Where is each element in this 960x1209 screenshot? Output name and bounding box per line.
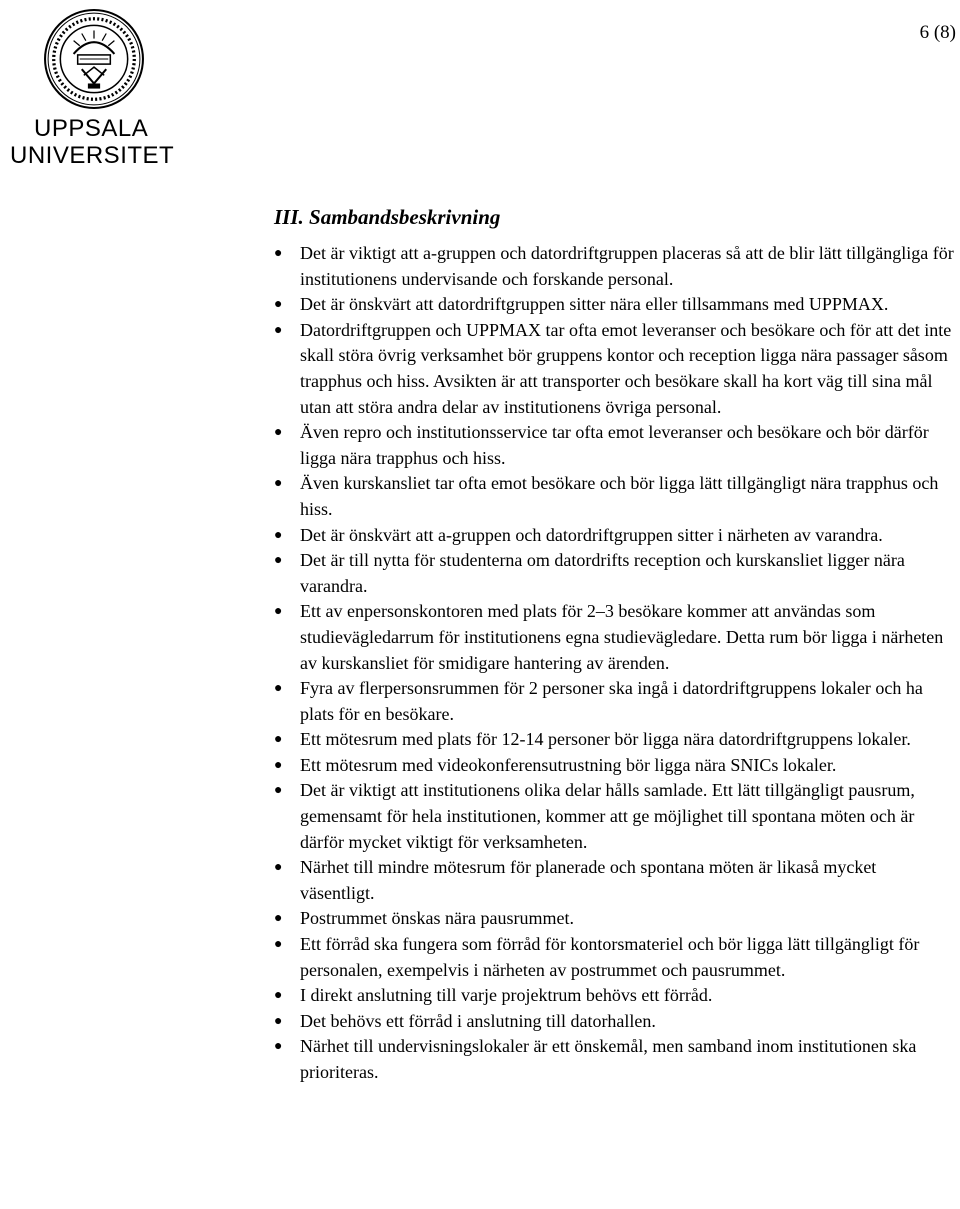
page-number: 6 (8) <box>919 22 956 43</box>
bullet-icon: ● <box>274 732 283 748</box>
bullet-icon: ● <box>274 246 283 261</box>
bullet-icon: ● <box>274 425 283 441</box>
bullet-icon: ● <box>274 1013 283 1029</box>
list-item <box>274 292 954 318</box>
document-body <box>274 205 954 1086</box>
bullet-icon: ● <box>274 681 283 697</box>
list-item <box>274 318 954 420</box>
list-item-text: Postrummet önskas nära pausrummet. <box>300 908 574 929</box>
requirements-list <box>274 241 954 1086</box>
list-item <box>274 906 954 932</box>
list-item-text: Även kurskansliet tar ofta emot besökare och bör ligga lätt tillgängligt nära trapphus och hiss. <box>300 473 939 519</box>
list-item <box>274 778 954 855</box>
list-item <box>274 855 954 906</box>
list-item <box>274 1009 954 1035</box>
bullet-icon: ● <box>274 911 283 927</box>
bullet-icon: ● <box>274 860 283 876</box>
uppsala-university-seal-icon <box>43 8 145 110</box>
bullet-icon: ● <box>274 1039 283 1055</box>
list-item-text: Ett förråd ska fungera som förråd för kontorsmateriel och bör ligga lätt tillgängligt för personalen, exempelvis i närheten av postrummet och pausrummet. <box>300 934 920 980</box>
bullet-icon: ● <box>274 783 283 799</box>
bullet-icon: ● <box>274 604 283 620</box>
wordmark-line-1: UPPSALA <box>34 115 149 142</box>
list-item <box>274 727 954 753</box>
bullet-icon: ● <box>274 757 283 773</box>
list-item-text: Datordriftgruppen och UPPMAX tar ofta emot leveranser och besökare och för att det inte skall störa övrig verksamhet bör gruppens kontor och reception ligga nära passager såsom trapphus och hiss. Avsikten är att transporter och besökare skall ha kort väg till sina mål utan att störa andra delar av institutionens övriga personal. <box>300 319 952 417</box>
list-item <box>274 983 954 1009</box>
list-item-text: Även repro och institutionsservice tar ofta emot leveranser och besökare och bör därför ligga nära trapphus och hiss. <box>300 422 929 468</box>
section-title: III. Sambandsbeskrivning <box>274 205 501 229</box>
bullet-icon: ● <box>274 527 283 543</box>
list-item-text: Det är viktigt att a-gruppen och datordriftgruppen placeras så att de blir lätt tillgängliga för institutionens undervisande och forskande personal. <box>300 243 954 289</box>
list-item-text: Ett mötesrum med plats för 12-14 personer bör ligga nära datordriftgruppens lokaler. <box>300 729 911 750</box>
list-item <box>274 523 954 549</box>
list-item-text: Närhet till undervisningslokaler är ett önskemål, men samband inom institutionen ska prioriteras. <box>300 1036 917 1082</box>
wordmark-line-2: UNIVERSITET <box>10 142 175 169</box>
list-item <box>274 1034 954 1085</box>
list-item <box>274 932 954 983</box>
list-item-text: I direkt anslutning till varje projektrum behövs ett förråd. <box>300 985 713 1006</box>
list-item-text: Fyra av flerpersonsrummen för 2 personer ska ingå i datordriftgruppens lokaler och ha plats för en besökare. <box>300 678 923 724</box>
list-item-text: Det är önskvärt att datordriftgruppen sitter nära eller tillsammans med UPPMAX. <box>300 294 889 315</box>
list-item <box>274 471 954 522</box>
bullet-icon: ● <box>274 322 283 338</box>
university-wordmark <box>10 115 180 169</box>
bullet-icon: ● <box>274 297 283 313</box>
list-item-text: Det är viktigt att institutionens olika delar hålls samlade. Ett lätt tillgängligt pausrum, gemensamt för hela institutionen, kommer att ge möjlighet till spontana möten och är därför mycket viktigt för verksamheten. <box>300 780 915 852</box>
bullet-icon: ● <box>274 937 283 953</box>
list-item-text: Det behövs ett förråd i anslutning till datorhallen. <box>300 1010 656 1031</box>
bullet-icon: ● <box>274 553 283 569</box>
list-item-text: Ett mötesrum med videokonferensutrustning bör ligga nära SNICs lokaler. <box>300 754 837 775</box>
bullet-icon: ● <box>274 988 283 1004</box>
list-item <box>274 548 954 599</box>
list-item-text: Ett av enpersonskontoren med plats för 2–3 besökare kommer att användas som studievägledarrum för institutionens egna studievägledare. Detta rum bör ligga i närheten av kurskansliet för smidigare hantering av ärenden. <box>300 601 944 673</box>
list-item-text: Närhet till mindre mötesrum för planerade och spontana möten är likaså mycket väsentligt. <box>300 857 877 903</box>
list-item-text: Det är önskvärt att a-gruppen och datordriftgruppen sitter i närheten av varandra. <box>300 524 883 545</box>
list-item-text: Det är till nytta för studenterna om datordrifts reception och kurskansliet ligger nära varandra. <box>300 550 905 596</box>
list-item <box>274 241 954 292</box>
list-item <box>274 753 954 779</box>
list-item <box>274 676 954 727</box>
list-item <box>274 420 954 471</box>
bullet-icon: ● <box>274 476 283 492</box>
list-item <box>274 599 954 676</box>
